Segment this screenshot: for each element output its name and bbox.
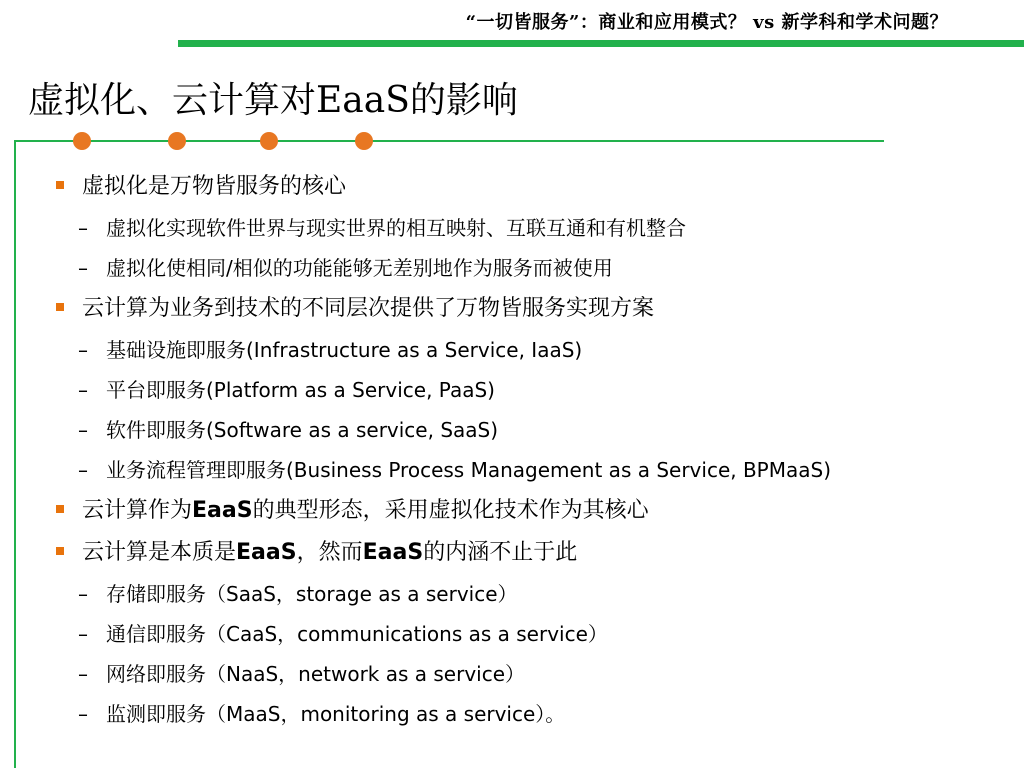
list-item	[56, 536, 1006, 578]
dash-icon: –	[78, 338, 88, 362]
bullet-text: 虚拟化是万物皆服务的核心	[82, 174, 347, 199]
sub-item-text: 虚拟化使相同/相似的功能能够无差别地作为服务而被使用	[106, 256, 613, 280]
header-title: “一切皆服务”：商业和应用模式？ vs 新学科和学术问题？	[465, 12, 948, 33]
dash-icon: –	[78, 216, 88, 240]
decor-dot	[73, 132, 91, 150]
sub-item-text: 通信即服务（CaaS，communications as a service）	[106, 622, 608, 646]
decor-dot	[260, 132, 278, 150]
title-dots	[0, 130, 1024, 154]
sub-item	[56, 414, 1006, 454]
list-item	[56, 292, 1006, 334]
square-bullet-icon	[56, 303, 64, 311]
sub-item	[56, 252, 1006, 292]
sub-item-text: 基础设施即服务(Infrastructure as a Service, IaaS)	[106, 338, 583, 362]
decor-dot	[168, 132, 186, 150]
bullet-text: 云计算是本质是EaaS，然而EaaS的内涵不止于此	[82, 540, 578, 565]
header-accent-bar	[178, 40, 1024, 47]
dash-icon: –	[78, 582, 88, 606]
sub-item	[56, 658, 1006, 698]
bullet-text: 云计算作为EaaS的典型形态，采用虚拟化技术作为其核心	[82, 498, 649, 523]
sub-item-text: 网络即服务（NaaS，network as a service）	[106, 662, 526, 686]
sub-item	[56, 578, 1006, 618]
sub-item-text: 平台即服务(Platform as a Service, PaaS)	[106, 378, 495, 402]
sub-item-text: 软件即服务(Software as a service, SaaS)	[106, 418, 499, 442]
sub-item-text: 业务流程管理即服务(Business Process Management as a Service, BPMaaS)	[106, 458, 832, 482]
list-item	[56, 170, 1006, 212]
bullet-text: 云计算为业务到技术的不同层次提供了万物皆服务实现方案	[82, 296, 655, 321]
dash-icon: –	[78, 662, 88, 686]
list-item	[56, 494, 1006, 536]
slide-title: 虚拟化、云计算对EaaS的影响	[28, 80, 518, 121]
dash-icon: –	[78, 702, 88, 726]
sub-item-text: 虚拟化实现软件世界与现实世界的相互映射、互联互通和有机整合	[106, 216, 686, 240]
square-bullet-icon	[56, 505, 64, 513]
dash-icon: –	[78, 458, 88, 482]
sub-item-text: 存储即服务（SaaS，storage as a service）	[106, 582, 518, 606]
square-bullet-icon	[56, 547, 64, 555]
dash-icon: –	[78, 378, 88, 402]
dash-icon: –	[78, 622, 88, 646]
sub-item	[56, 334, 1006, 374]
dash-icon: –	[78, 418, 88, 442]
sub-item	[56, 454, 1006, 494]
sub-item	[56, 698, 1006, 738]
sub-item-text: 监测即服务（MaaS，monitoring as a service）。	[106, 702, 566, 726]
decor-dot	[355, 132, 373, 150]
sub-item	[56, 618, 1006, 658]
bullet-list	[56, 170, 1006, 738]
sub-item	[56, 374, 1006, 414]
content-frame-line	[14, 140, 16, 768]
square-bullet-icon	[56, 181, 64, 189]
sub-item	[56, 212, 1006, 252]
dash-icon: –	[78, 256, 88, 280]
